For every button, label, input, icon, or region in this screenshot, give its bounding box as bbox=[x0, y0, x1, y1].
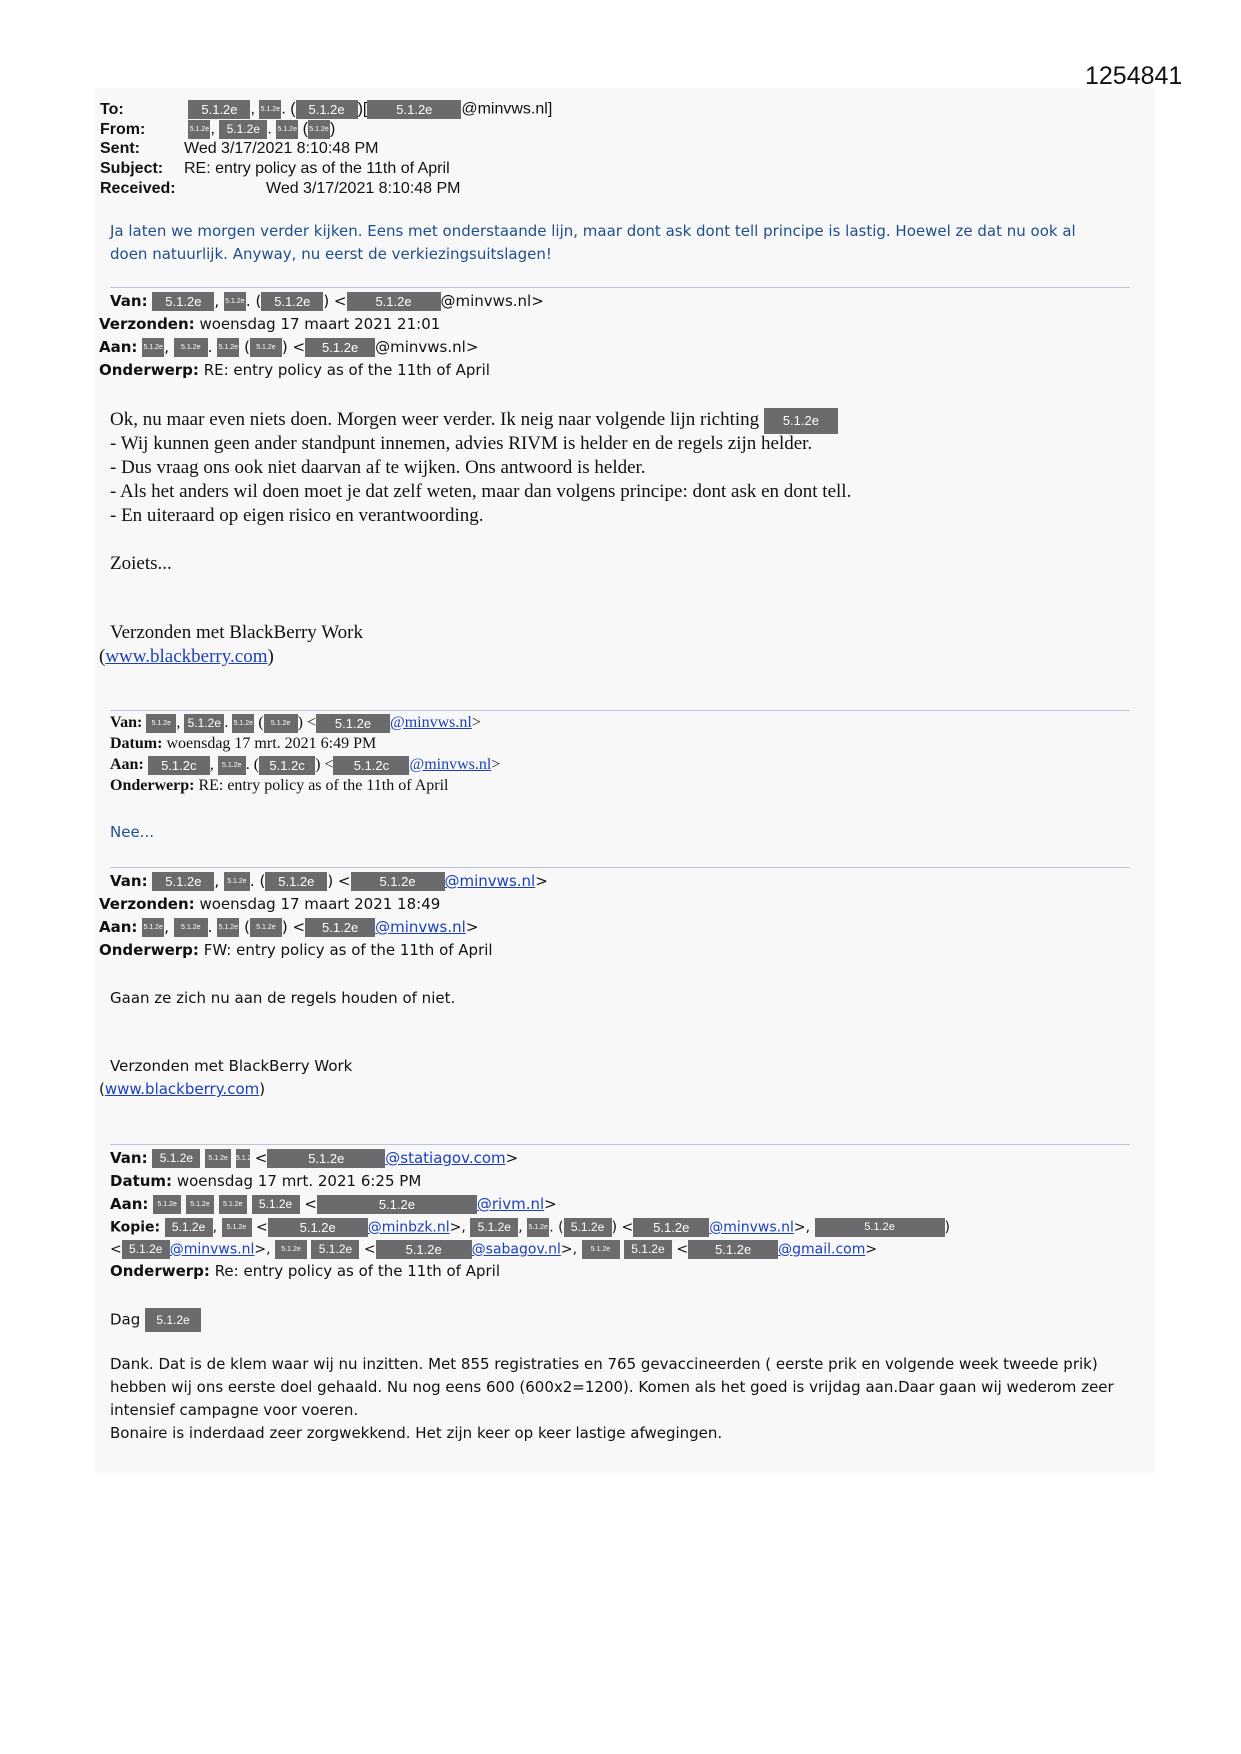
m4-body-line-3: intensief campagne voor voeren. bbox=[110, 1401, 359, 1419]
m1-zoiets: Zoiets... bbox=[110, 553, 172, 574]
m4-body-line-2: hebben wij ons eerste doel gehaald. Nu nog eens 600 (600x2=1200). Komen als het goed is vrijdag aan.Daar gaan wij wederom zeer bbox=[110, 1378, 1114, 1396]
m1-aan-domain: @minvws.nl> bbox=[375, 338, 479, 356]
kopie-domain-2[interactable]: @minvws.nl bbox=[709, 1219, 794, 1236]
redaction: 5.1.2e bbox=[311, 1240, 359, 1259]
meta-received bbox=[100, 180, 461, 198]
redaction: 5.1.2e bbox=[250, 918, 282, 937]
redaction: 5.1.2e bbox=[624, 1240, 672, 1259]
verzonden-label: Verzonden: bbox=[99, 315, 195, 333]
redaction: 5.1.2e bbox=[224, 872, 250, 891]
m3-signature: Verzonden met BlackBerry Work bbox=[110, 1057, 353, 1075]
m1-onderwerp-value: RE: entry policy as of the 11th of April bbox=[203, 361, 490, 379]
redaction: 5.1.2e bbox=[218, 756, 246, 775]
m4-van: Van: 5.1.2e 5.1.2e 5.1.2e < 5.1.2e @statiagov.com> bbox=[110, 1149, 519, 1167]
greeting-text: Dag bbox=[110, 1310, 141, 1329]
m4-kopie-cont: < 5.1.2e @minvws.nl>, 5.1.2e 5.1.2e < 5.1.2e @sabagov.nl>, 5.1.2e 5.1.2e < 5.1.2e @gmail.com> bbox=[110, 1241, 878, 1258]
m4-onderwerp-value: Re: entry policy as of the 11th of April bbox=[214, 1262, 500, 1280]
blackberry-link[interactable]: www.blackberry.com bbox=[105, 646, 268, 667]
redaction: 5.1.2e bbox=[152, 1149, 200, 1168]
separator bbox=[110, 1144, 1130, 1145]
redaction: 5.1.2e bbox=[564, 1218, 612, 1237]
to-label: To: bbox=[100, 100, 124, 118]
redaction: 5.1.2e bbox=[219, 1195, 247, 1214]
m1-line-4: - Als het anders wil doen moet je dat zelf weten, maar dan volgens principe: dont ask en dont tell. bbox=[110, 481, 852, 502]
m2-aan-domain[interactable]: @minvws.nl bbox=[409, 756, 492, 774]
m1-signature: Verzonden met BlackBerry Work bbox=[110, 622, 363, 643]
m4-greeting bbox=[110, 1308, 201, 1332]
redaction: 5.1.2e bbox=[815, 1218, 945, 1237]
redaction: 5.1.2e bbox=[305, 338, 375, 357]
m3-aan-domain[interactable]: @minvws.nl bbox=[375, 918, 466, 936]
m4-body-line-1: Dank. Dat is de klem waar wij nu inzitten. Met 855 registraties en 765 gevaccineerden ( eerste prik en volgende week tweede prik) bbox=[110, 1355, 1098, 1373]
onderwerp-label: Onderwerp: bbox=[110, 777, 195, 794]
aan-label: Aan: bbox=[99, 338, 138, 356]
datum-label: Datum: bbox=[110, 735, 163, 752]
m1-line-5: - En uiteraard op eigen risico en verantwoording. bbox=[110, 505, 484, 526]
redaction: 5.1.2e bbox=[236, 1149, 250, 1168]
m3-onderwerp-value: FW: entry policy as of the 11th of April bbox=[203, 941, 493, 959]
kopie-domain-4[interactable]: @sabagov.nl bbox=[471, 1241, 561, 1258]
redaction: 5.1.2e bbox=[276, 120, 298, 139]
m4-kopie: Kopie: 5.1.2e , 5.1.2e < 5.1.2e @minbzk.nl>, 5.1.2e , 5.1.2e. ( 5.1.2e ) < 5.1.2e @minvws.nl>, 5.1.2e ) bbox=[110, 1219, 950, 1236]
verzonden-label: Verzonden: bbox=[99, 895, 195, 913]
m2-van: Van: 5.1.2e , 5.1.2e . 5.1.2e ( 5.1.2e ) < 5.1.2e @minvws.nl> bbox=[110, 714, 481, 732]
onderwerp-label: Onderwerp: bbox=[99, 361, 199, 379]
aan-label: Aan: bbox=[110, 1195, 149, 1213]
redaction: 5.1.2e bbox=[252, 1195, 300, 1214]
m2-aan: Aan: 5.1.2c , 5.1.2e . ( 5.1.2c ) < 5.1.2c @minvws.nl> bbox=[110, 756, 501, 774]
redaction: 5.1.2e bbox=[317, 1195, 477, 1214]
kopie-domain-3[interactable]: @minvws.nl bbox=[169, 1241, 255, 1258]
redaction: 5.1.2e bbox=[205, 1149, 231, 1168]
redaction: 5.1.2e bbox=[153, 1195, 181, 1214]
separator bbox=[110, 710, 1130, 711]
redaction: 5.1.2e bbox=[688, 1240, 778, 1259]
aan-label: Aan: bbox=[110, 756, 144, 774]
m2-datum-value: woensdag 17 mrt. 2021 6:49 PM bbox=[166, 735, 377, 752]
m3-verzonden bbox=[99, 895, 440, 913]
redaction: 5.1.2e bbox=[470, 1218, 518, 1237]
m3-aan: Aan: 5.1.2e, 5.1.2e . 5.1.2e ( 5.1.2e ) < 5.1.2e @minvws.nl> bbox=[99, 918, 479, 936]
m1-line-3: - Dus vraag ons ook niet daarvan af te wijken. Ons antwoord is helder. bbox=[110, 457, 646, 478]
m1-van: Van: 5.1.2e , 5.1.2e. ( 5.1.2e ) < 5.1.2e @minvws.nl> bbox=[110, 292, 544, 310]
redaction: 5.1.2e bbox=[633, 1218, 709, 1237]
redaction: 5.1.2e bbox=[305, 918, 375, 937]
document-number: 1254841 bbox=[1085, 62, 1183, 90]
m4-aan-domain[interactable]: @rivm.nl bbox=[476, 1195, 545, 1213]
sent-value: Wed 3/17/2021 8:10:48 PM bbox=[184, 140, 379, 157]
redaction: 5.1.2e bbox=[268, 1218, 368, 1237]
m1-domain: @minvws.nl> bbox=[440, 292, 544, 310]
m4-van-domain[interactable]: @statiagov.com bbox=[385, 1149, 506, 1167]
redaction: 5.1.2e bbox=[165, 1218, 213, 1237]
m1-aan: Aan: 5.1.2e, 5.1.2e . 5.1.2e ( 5.1.2e ) < 5.1.2e @minvws.nl> bbox=[99, 338, 479, 356]
redaction: 5.1.2e bbox=[152, 872, 214, 891]
m4-aan: Aan: 5.1.2e 5.1.2e 5.1.2e 5.1.2e < 5.1.2e @rivm.nl> bbox=[110, 1195, 557, 1213]
m2-onderwerp-value: RE: entry policy as of the 11th of April bbox=[198, 777, 449, 794]
redaction: 5.1.2e bbox=[184, 714, 224, 733]
redaction: 5.1.2e bbox=[265, 872, 327, 891]
received-label: Received: bbox=[100, 180, 176, 197]
meta-sent bbox=[100, 140, 379, 158]
m3-signature-link-wrap: (www.blackberry.com) bbox=[99, 1080, 266, 1098]
m1-signature-link-wrap: (www.blackberry.com) bbox=[99, 646, 274, 667]
m1-verzonden bbox=[99, 315, 440, 333]
m1-body-line: Ok, nu maar even niets doen. Morgen weer verder. Ik neig naar volgende lijn richting bbox=[110, 409, 760, 430]
redaction: 5.1.2e bbox=[259, 100, 281, 119]
redaction: 5.1.2e bbox=[219, 120, 267, 139]
reply-text-line-1: Ja laten we morgen verder kijken. Eens met onderstaande lijn, maar dont ask dont tell principe is lastig. Hoewel ze dat nu ook al bbox=[110, 222, 1076, 240]
redaction: 5.1.2e bbox=[186, 1195, 214, 1214]
datum-label: Datum: bbox=[110, 1172, 173, 1190]
van-label: Van: bbox=[110, 292, 148, 310]
redaction: 5.1.2e bbox=[224, 292, 246, 311]
van-label: Van: bbox=[110, 714, 143, 732]
redaction: 5.1.2e bbox=[267, 1149, 385, 1168]
redaction: 5.1.2e bbox=[146, 714, 176, 733]
reply-text-line-2: doen natuurlijk. Anyway, nu eerst de verkiezingsuitslagen! bbox=[110, 245, 552, 263]
kopie-label: Kopie: bbox=[110, 1219, 161, 1236]
redaction: 5.1.2e bbox=[316, 714, 390, 733]
m1-onderwerp bbox=[99, 361, 490, 379]
redaction: 5.1.2e bbox=[145, 1308, 201, 1332]
redaction: 5.1.2e bbox=[764, 408, 838, 434]
redaction: 5.1.2e bbox=[527, 1218, 549, 1237]
m4-datum bbox=[110, 1172, 421, 1190]
redaction: 5.1.2e bbox=[261, 292, 323, 311]
m4-datum-value: woensdag 17 mrt. 2021 6:25 PM bbox=[176, 1172, 422, 1190]
m1-line-2: - Wij kunnen geen ander standpunt innemen, advies RIVM is helder en de regels zijn helder. bbox=[110, 433, 813, 454]
separator bbox=[110, 867, 1130, 868]
redaction: 5.1.2e bbox=[174, 918, 208, 937]
redaction: 5.1.2c bbox=[259, 756, 315, 775]
redaction: 5.1.2e bbox=[217, 918, 239, 937]
redaction: 5.1.2e bbox=[142, 338, 164, 357]
redaction: 5.1.2e bbox=[582, 1240, 620, 1259]
m3-van: Van: 5.1.2e , 5.1.2e . ( 5.1.2e ) < 5.1.2e @minvws.nl> bbox=[110, 872, 548, 890]
redaction: 5.1.2e bbox=[308, 120, 330, 139]
kopie-domain-5[interactable]: @gmail.com bbox=[778, 1241, 866, 1258]
m1-line-1 bbox=[110, 408, 838, 434]
meta-to: To: 5.1.2e , 5.1.2e. ( 5.1.2e )[ 5.1.2e @minvws.nl] bbox=[100, 100, 553, 118]
van-label: Van: bbox=[110, 872, 148, 890]
m3-onderwerp bbox=[99, 941, 493, 959]
subject-value: RE: entry policy as of the 11th of April bbox=[184, 160, 450, 177]
from-label: From: bbox=[100, 120, 146, 138]
m2-datum bbox=[110, 735, 376, 753]
subject-label: Subject: bbox=[100, 160, 164, 177]
m3-domain[interactable]: @minvws.nl bbox=[444, 872, 536, 890]
redaction: 5.1.2c bbox=[333, 756, 409, 775]
redaction: 5.1.2e bbox=[188, 120, 210, 139]
kopie-domain-1[interactable]: @minbzk.nl bbox=[367, 1219, 450, 1236]
redaction: 5.1.2e bbox=[250, 338, 282, 357]
separator bbox=[110, 287, 1130, 288]
m3-verzonden-value: woensdag 17 maart 2021 18:49 bbox=[199, 895, 441, 913]
m3-body: Gaan ze zich nu aan de regels houden of niet. bbox=[110, 989, 456, 1007]
meta-subject bbox=[100, 160, 450, 178]
aan-label: Aan: bbox=[99, 918, 138, 936]
meta-from: From: 5.1.2e, 5.1.2e . 5.1.2e (5.1.2e) bbox=[100, 120, 336, 138]
redaction: 5.1.2c bbox=[148, 756, 210, 775]
redaction: 5.1.2e bbox=[376, 1240, 472, 1259]
redaction: 5.1.2e bbox=[217, 338, 239, 357]
redaction: 5.1.2e bbox=[122, 1240, 170, 1259]
m2-onderwerp bbox=[110, 777, 448, 795]
redaction: 5.1.2e bbox=[367, 100, 461, 119]
received-value: Wed 3/17/2021 8:10:48 PM bbox=[266, 180, 461, 197]
m2-domain[interactable]: @minvws.nl bbox=[390, 714, 472, 732]
redaction: 5.1.2e bbox=[347, 292, 441, 311]
redaction: 5.1.2e bbox=[174, 338, 208, 357]
blackberry-link[interactable]: www.blackberry.com bbox=[104, 1080, 260, 1098]
redaction: 5.1.2e bbox=[232, 714, 254, 733]
redaction: 5.1.2e bbox=[275, 1240, 307, 1259]
redaction: 5.1.2e bbox=[264, 714, 298, 733]
redaction: 5.1.2e bbox=[142, 918, 164, 937]
sent-label: Sent: bbox=[100, 140, 140, 157]
onderwerp-label: Onderwerp: bbox=[99, 941, 199, 959]
m4-body-line-4: Bonaire is inderdaad zeer zorgwekkend. Het zijn keer op keer lastige afwegingen. bbox=[110, 1424, 723, 1442]
to-domain: @minvws.nl] bbox=[461, 100, 553, 118]
m4-onderwerp bbox=[110, 1262, 500, 1280]
redaction: 5.1.2e bbox=[296, 100, 358, 119]
redaction: 5.1.2e bbox=[188, 100, 250, 119]
onderwerp-label: Onderwerp: bbox=[110, 1262, 210, 1280]
redaction: 5.1.2e bbox=[152, 292, 214, 311]
van-label: Van: bbox=[110, 1149, 148, 1167]
m2-body: Nee... bbox=[110, 823, 154, 841]
redaction: 5.1.2e bbox=[351, 872, 445, 891]
redaction: 5.1.2e bbox=[222, 1218, 252, 1237]
m1-verzonden-value: woensdag 17 maart 2021 21:01 bbox=[199, 315, 441, 333]
